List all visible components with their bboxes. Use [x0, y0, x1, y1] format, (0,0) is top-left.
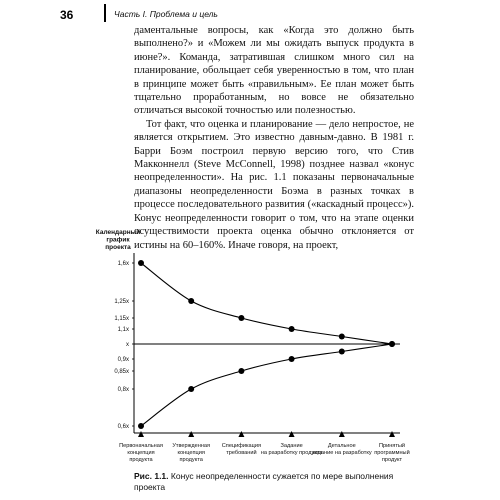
- upper-point-2: [188, 298, 194, 304]
- y-tick-label: x: [126, 342, 129, 348]
- x-milestone-marker: [289, 431, 295, 437]
- y-tick-label: 0,9x: [117, 357, 129, 363]
- lower-point-5: [339, 349, 345, 355]
- lower-point-2: [188, 386, 194, 392]
- running-head: Часть I. Проблема и цель: [114, 9, 218, 19]
- body-text: [134, 24, 414, 252]
- lower-point-1: [138, 423, 144, 429]
- upper-point-5: [339, 334, 345, 340]
- lower-bound-curve: [141, 344, 392, 426]
- x-milestone-marker: [188, 431, 194, 437]
- y-tick-label: 0,6x: [117, 424, 129, 430]
- x-category-label: Задание на разработку продукта: [260, 443, 323, 456]
- cone-of-uncertainty-chart: [0, 225, 500, 471]
- upper-point-3: [238, 315, 244, 321]
- x-category-label: Спецификация требований: [221, 443, 262, 456]
- x-category-label: Принятый программный продукт: [374, 443, 410, 463]
- x-category-label: Первоначальная концепция продукта: [119, 443, 163, 463]
- lower-point-6: [389, 341, 395, 347]
- page-number: 36: [60, 8, 74, 22]
- paragraph-2: Тот факт, что оценка и планирование — дело непростое, не является открытием. Это известно давным-давно. В 1981 г. Барри Боэм построил первую версию того, что Стив Макконнелл (Steve McConnell, 1998) позднее назвал «конус неопределенности». На рис. 1.1 показаны первоначальные диапазоны неопределенности Боэма в разных точках в процессе последовательного развития («каскадный процесс»). Конус неопределенности говорит о том, что на этапе оценки осуществимости проекта оценка обычно отклоняется от истины на 60–160%. Иначе говоря, на проект,: [134, 118, 414, 251]
- caption-text: Конус неопределенности сужается по мере выполнения проекта: [134, 471, 394, 492]
- y-tick-label: 1,1x: [117, 327, 129, 333]
- x-milestone-marker: [138, 431, 144, 437]
- y-tick-label: 1,25x: [114, 299, 129, 305]
- x-milestone-marker: [339, 431, 345, 437]
- header-divider: [104, 4, 106, 22]
- y-axis-title: Календарный график проекта: [95, 229, 141, 251]
- figure-caption: [134, 471, 424, 493]
- x-milestone-marker: [389, 431, 395, 437]
- paragraph-1: даментальные вопросы, как «Когда это должно быть выполнено?» и «Можем ли мы ожидать выпуск продукта в июне?». Команда, затратившая слишком много сил на планирование, обольщает себя уверенностью в том, что план в принципе может быть «правильным». Ее план может быть тщательно проработанным, но вовсе не обязательно отличаться высокой точностью или полезностью.: [134, 25, 414, 117]
- lower-point-3: [238, 368, 244, 374]
- x-category-label: Детальное задание на разработку: [311, 443, 372, 456]
- y-tick-label: 0,85x: [114, 369, 129, 375]
- upper-bound-curve: [141, 263, 392, 344]
- x-category-label: Утвержденная концепция продукта: [172, 443, 211, 463]
- x-milestone-marker: [238, 431, 244, 437]
- y-tick-label: 1,6x: [117, 261, 129, 267]
- caption-number: Рис. 1.1.: [134, 471, 169, 481]
- figure-1-1: [0, 225, 500, 500]
- y-tick-label: 1,15x: [114, 316, 129, 322]
- upper-point-1: [138, 260, 144, 266]
- upper-point-4: [289, 326, 295, 332]
- lower-point-4: [289, 356, 295, 362]
- y-tick-label: 0,8x: [117, 387, 129, 393]
